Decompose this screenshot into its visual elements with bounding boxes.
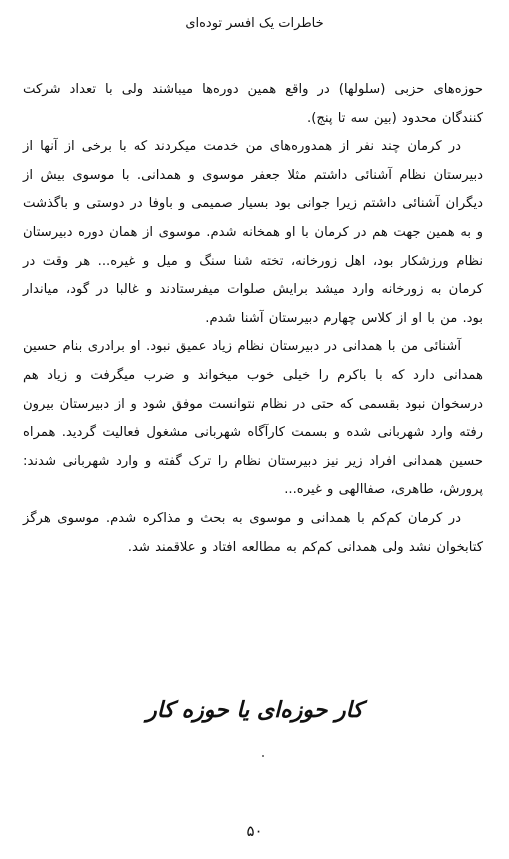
paragraph-2: در کرمان چند نفر از همدوره‌های من خدمت میکردند که با برخی از آنها از دبیرستان نظام آشنائی داشتم مثلا جعفر موسوی و همدانی. با موسوی بیش از دیگران آشنائی داشتم زیرا جوانی بود بسیار صمیمی و باوفا در دوستی و باگذشت و به همین جهت هم در کرمان با او همخانه شدم. موسوی از همان دوره دبیرستان نظام ورزشکار بود، اهل زورخانه، تخته شنا سنگ و میل و غیره... هر وقت در کرمان به زورخانه وارد میشد برایش صلوات میفرستادند و غالبا در گود، میاندار بود. من با او از کلاس چهارم دبیرستان آشنا شدم. — [23, 139, 483, 326]
paragraph-4: در کرمان کم‌کم با همدانی و موسوی به بحث و مذاکره شدم. موسوی هرگز کتابخوان نشد ولی همدانی کم‌کم به مطالعه افتاد و علاقمند شد. — [23, 510, 483, 555]
dot-mark — [262, 755, 264, 757]
page-number: ۵۰ — [246, 822, 263, 840]
running-header: خاطرات یک افسر توده‌ای — [185, 16, 324, 31]
body-text — [23, 76, 483, 562]
section-heading: کار حوزه‌ای یا حوزه کار — [146, 697, 363, 723]
paragraph-3: آشنائی من با همدانی در دبیرستان نظام زیاد عمیق نبود. او برادری بنام حسین همدانی دارد که با باکرم را خیلی خوب میخواند و ضرب میگرفت و زیاد هم درسخوان نبود بقسمی که حتی در نظام نتوانست موفق شود و از دبیرستان بیرون رفته وارد شهربانی شده و بسمت کارآگاه شهربانی مشغول فعالیت گردید. همراه حسین همدانی افراد زیر نیز دبیرستان نظام را ترک گفته و وارد شهربانی شدند: پرورش، طاهری، صفاالهی و غیره... — [23, 339, 483, 498]
paragraph-1: حوزه‌های حزبی (سلولها) در واقع همین دوره‌ها میباشند ولی با تعداد شرکت کنندگان محدود (بین سه تا پنج). — [23, 82, 483, 126]
